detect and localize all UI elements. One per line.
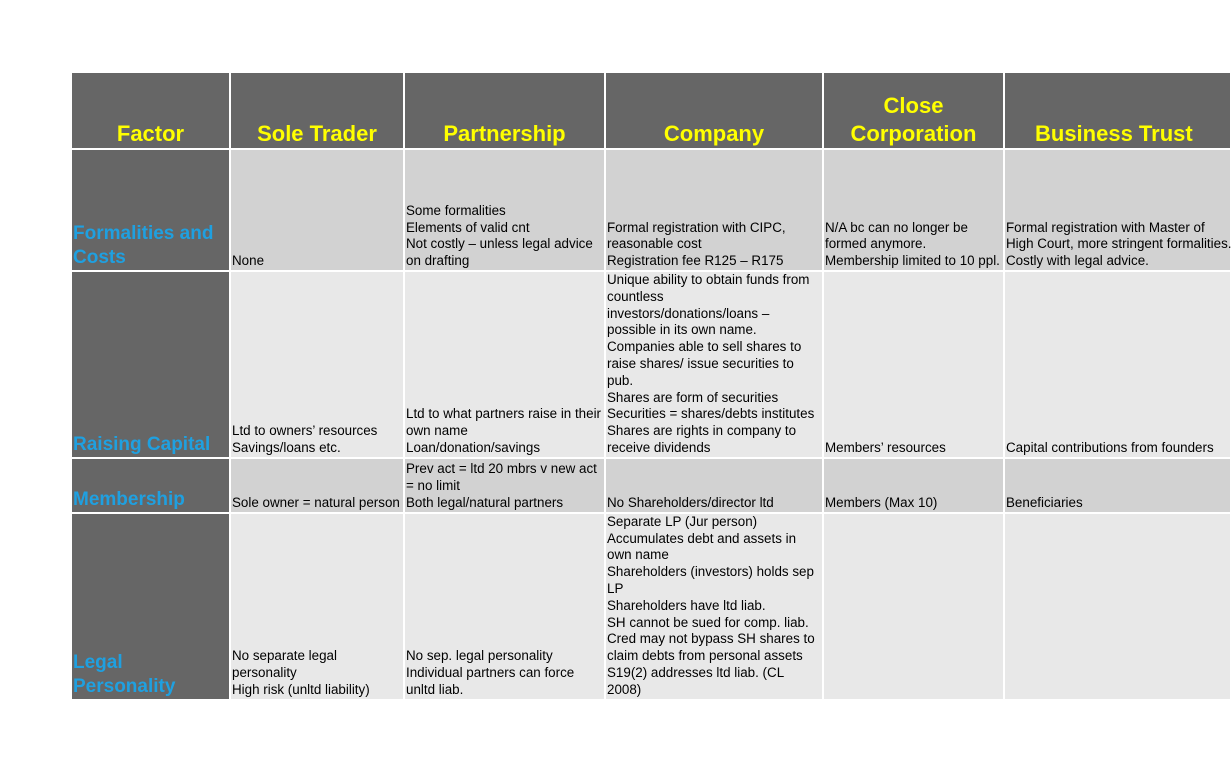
cell-line: Beneficiaries: [1006, 494, 1083, 510]
cell-sole-trader: [230, 149, 404, 271]
cell-line: Formal registration with Master of: [1006, 219, 1205, 235]
cell-line: own name: [406, 423, 468, 439]
row-raising-capital: [71, 271, 1231, 458]
cell-line: raise shares/ issue securities to: [607, 355, 794, 371]
header-company: Company: [605, 72, 823, 149]
row-label-line: Membership: [73, 488, 185, 510]
cell-business-trust: [1004, 149, 1231, 271]
cell-line: SH cannot be sued for comp. liab.: [607, 614, 809, 630]
row-label-formalities: [71, 149, 230, 271]
cell-line: High Court, more stringent formalities.: [1006, 236, 1232, 252]
cell-line: on drafting: [406, 253, 470, 269]
cell-line: No separate legal: [232, 648, 337, 664]
cell-close-corporation: [823, 458, 1004, 513]
cell-line: Capital contributions from founders: [1006, 439, 1214, 455]
cell-line: possible in its own name.: [607, 322, 757, 338]
header-close-corporation: [823, 72, 1004, 149]
comparison-table: [70, 71, 1232, 701]
cell-line: Members (Max 10): [825, 494, 938, 510]
header-partnership: Partnership: [404, 72, 605, 149]
cell-sole-trader: [230, 271, 404, 458]
cell-line: receive dividends: [607, 439, 711, 455]
header-business-trust: Business Trust: [1004, 72, 1231, 149]
cell-line: Not costly – unless legal advice: [406, 236, 593, 252]
cell-business-trust: [1004, 458, 1231, 513]
cell-line: Shares are rights in company to: [607, 423, 797, 439]
cell-close-corporation: [823, 513, 1004, 700]
cell-line: Ltd to owners’ resources: [232, 423, 378, 439]
cell-line: Sole owner = natural person: [232, 494, 400, 510]
cell-sole-trader: [230, 513, 404, 700]
cell-line: Cred may not bypass SH shares to: [607, 631, 815, 647]
header-close-corporation-line: Close: [883, 93, 944, 118]
row-label-line: Formalities and: [73, 223, 214, 244]
row-label-legal-personality: [71, 513, 230, 700]
cell-line: Both legal/natural partners: [406, 494, 564, 510]
cell-line: Separate LP (Jur person): [607, 513, 758, 529]
cell-line: countless: [607, 288, 664, 304]
cell-company: [605, 149, 823, 271]
cell-line: claim debts from personal assets: [607, 648, 803, 664]
cell-line: unltd liab.: [406, 681, 464, 697]
cell-partnership: [404, 149, 605, 271]
cell-line: Unique ability to obtain funds from: [607, 272, 810, 287]
cell-line: pub.: [607, 372, 634, 388]
cell-line: Prev act = ltd 20 mbrs v new act: [406, 461, 597, 477]
cell-line: Shareholders have ltd liab.: [607, 597, 766, 613]
cell-company: [605, 271, 823, 458]
cell-line: None: [232, 253, 265, 269]
cell-line: No sep. legal personality: [406, 648, 553, 664]
cell-line: Securities = shares/debts institutes: [607, 406, 815, 422]
header-factor: Factor: [71, 72, 230, 149]
cell-line: Members’ resources: [825, 439, 946, 455]
cell-company: [605, 513, 823, 700]
cell-close-corporation: [823, 149, 1004, 271]
cell-line: Accumulates debt and assets in: [607, 530, 797, 546]
row-membership: [71, 458, 1231, 513]
cell-line: LP: [607, 580, 624, 596]
cell-line: S19(2) addresses ltd liab. (CL: [607, 664, 785, 680]
cell-line: Registration fee R125 – R175: [607, 253, 784, 269]
cell-line: Savings/loans etc.: [232, 439, 341, 455]
cell-line: Ltd to what partners raise in their: [406, 406, 602, 422]
cell-line: Costly with legal advice.: [1006, 253, 1149, 269]
cell-line: Loan/donation/savings: [406, 439, 541, 455]
cell-line: Membership limited to 10 ppl.: [825, 253, 1000, 269]
cell-close-corporation: [823, 271, 1004, 458]
header-row: [71, 72, 1231, 149]
cell-line: reasonable cost: [607, 236, 702, 252]
row-formalities: [71, 149, 1231, 271]
cell-business-trust: [1004, 513, 1231, 700]
cell-line: Formal registration with CIPC,: [607, 219, 786, 235]
cell-line: investors/donations/loans –: [607, 305, 770, 321]
row-label-line: Raising Capital: [73, 433, 211, 455]
row-label-line: Costs: [73, 247, 126, 268]
cell-partnership: [404, 513, 605, 700]
cell-line: Elements of valid cnt: [406, 219, 530, 235]
row-label-line: Legal: [73, 651, 123, 673]
row-label-membership: [71, 458, 230, 513]
row-label-line: Personality: [73, 675, 176, 697]
row-label-raising-capital: [71, 271, 230, 458]
cell-company: [605, 458, 823, 513]
cell-sole-trader: [230, 458, 404, 513]
cell-line: personality: [232, 664, 297, 680]
cell-line: formed anymore.: [825, 236, 927, 252]
cell-line: Some formalities: [406, 202, 506, 218]
row-legal-personality: [71, 513, 1231, 700]
cell-line: own name: [607, 547, 669, 563]
cell-business-trust: [1004, 271, 1231, 458]
cell-line: = no limit: [406, 478, 460, 494]
cell-line: Shareholders (investors) holds sep: [607, 564, 814, 580]
cell-line: 2008): [607, 681, 642, 697]
cell-line: Shares are form of securities: [607, 389, 779, 405]
cell-line: No Shareholders/director ltd: [607, 494, 774, 510]
cell-line: Individual partners can force: [406, 664, 575, 680]
cell-line: High risk (unltd liability): [232, 681, 370, 697]
cell-line: Companies able to sell shares to: [607, 339, 802, 355]
cell-partnership: [404, 271, 605, 458]
header-sole-trader: Sole Trader: [230, 72, 404, 149]
header-close-corporation-line: Corporation: [850, 121, 977, 146]
cell-partnership: [404, 458, 605, 513]
cell-line: N/A bc can no longer be: [825, 219, 968, 235]
